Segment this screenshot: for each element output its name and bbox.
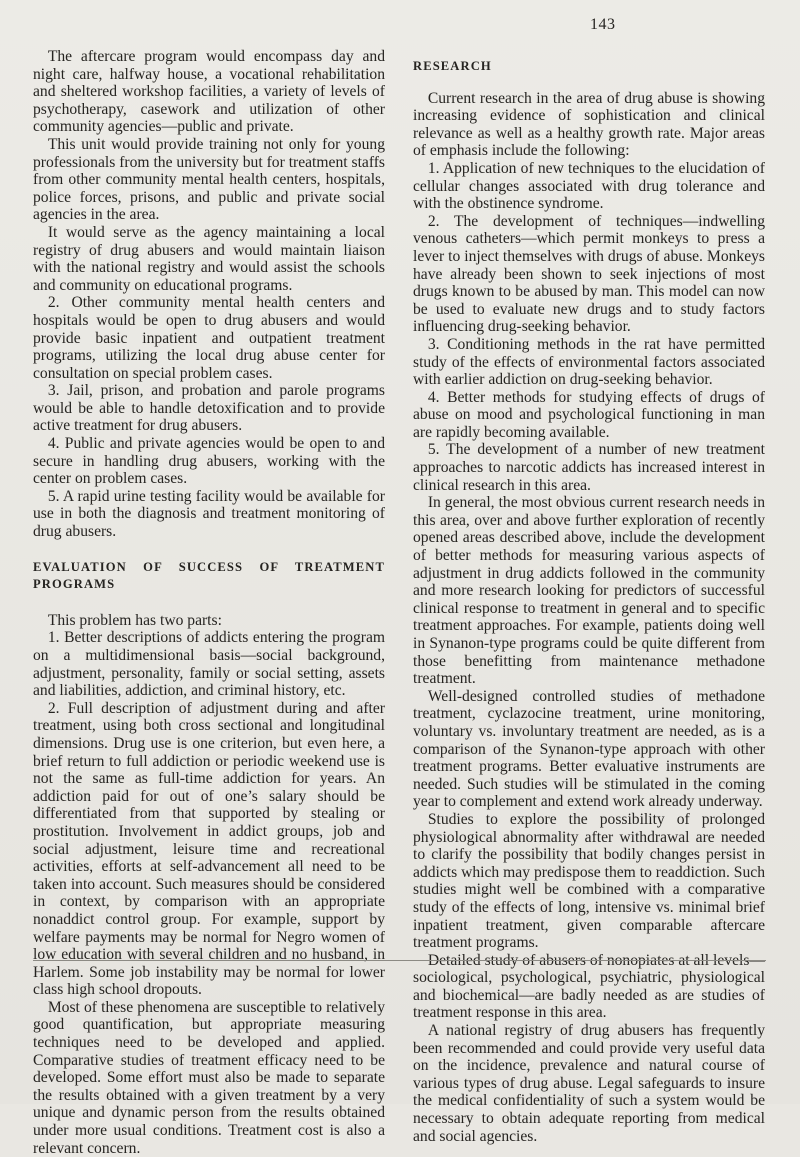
paragraph: 4. Public and private agencies would be open to and secure in handling drug abusers, working with the center on problem cases. <box>33 435 385 488</box>
paragraph: In general, the most obvious current research needs in this area, over and above further exploration of recently opened areas described above, include the development of better methods for measuring various aspects of adjustment in drug addicts followed in the community and more research looking for predictors of successful clinical response to treatment in general and to specific treatment approaches. For example, patients doing well in Synanon-type programs could be quite different from those benefitting from maintenance methadone treatment. <box>413 494 765 688</box>
paragraph: 2. Full description of adjustment during and after treatment, using both cross sectional and longitudinal dimensions. Drug use is one criterion, but even here, a brief return to full addiction or periodic weekend use is not the same as full-time addiction for years. An addiction paid for out of one’s salary should be differentiated from that supported by stealing or prostitution. Involvement in addict groups, job and social adjustment, leisure time and recreational activities, efforts at self-advancement all need to be taken into account. Such measures should be considered in context, by comparison with an appropriate nonaddict control group. For example, support by welfare payments may be normal for Negro women of low education with several children and no husband, in Harlem. Some job instability may be normal for lower class high school dropouts. <box>33 699 385 999</box>
bottom-rule <box>33 960 766 961</box>
paragraph: 3. Conditioning methods in the rat have permitted study of the effects of environmental factors associated with earlier addiction on drug-seeking behavior. <box>413 335 765 389</box>
page-number: 143 <box>590 16 616 33</box>
paragraph: 5. The development of a number of new treatment approaches to narcotic addicts has increased interest in clinical research in this area. <box>413 441 765 494</box>
paragraph: This problem has two parts: <box>47 611 222 629</box>
paragraph: It would serve as the agency maintaining a local registry of drug abusers and would maintain liaison with the national registry and would assist the schools and community on educational programs. <box>33 223 385 294</box>
paragraph: 3. Jail, prison, and probation and parole programs would be able to handle detoxification and to provide active treatment for drug abusers. <box>33 382 385 435</box>
section-heading-research: RESEARCH <box>413 59 492 73</box>
paragraph: 4. Better methods for studying effects of drugs of abuse on mood and psychological functioning in man are rapidly becoming available. <box>413 388 765 441</box>
paragraph: Most of these phenomena are susceptible to relatively good quantification, but appropriate measuring techniques need to be developed and applied. Comparative studies of treatment efficacy need to be developed. Some effort must also be made to separate the results obtained with a given treatment by a very unique and dynamic person from the results obtained under more usual conditions. Treatment cost is also a relevant concern. <box>33 998 385 1157</box>
paragraph: The aftercare program would encompass day and night care, halfway house, a vocational rehabilitation and sheltered workshop facilities, a variety of levels of psychotherapy, casework and utilization of other community agencies—public and private. <box>33 48 385 136</box>
right-column <box>413 48 765 1145</box>
paragraph: 1. Application of new techniques to the elucidation of cellular changes associated with drug tolerance and with the obstinence syndrome. <box>413 159 765 213</box>
paragraph: 5. A rapid urine testing facility would be available for use in both the diagnosis and treatment monitoring of drug abusers. <box>33 487 385 541</box>
paragraph: Studies to explore the possibility of prolonged physiological abnormality after withdrawal are needed to clarify the possibility that bodily changes persist in addicts which may predispose them to readdiction. Such studies might well be combined with a comparative study of the effects of long, intensive vs. minimal brief inpatient treatment, given comparable aftercare treatment programs. <box>413 810 765 952</box>
paragraph: 2. The development of techniques—indwelling venous catheters—which permit monkeys to press a lever to inject themselves with drugs of abuse. Monkeys have already been shown to seek injections of most drugs known to be abused by man. This model can now be used to evaluate new drugs and to study factors influencing drug-seeking behavior. <box>413 212 765 336</box>
paragraph: This unit would provide training not only for young professionals from the university but for treatment staffs from other community mental health centers, hospitals, police forces, prisons, and public and private social agencies in the area. <box>33 135 385 224</box>
paragraph: 1. Better descriptions of addicts entering the program on a multidimensional basis—social background, adjustment, personality, family or social setting, assets and liabilities, addiction, and criminal history, etc. <box>33 629 385 700</box>
paragraph: 2. Other community mental health centers and hospitals would be open to drug abusers and would provide basic inpatient and outpatient treatment programs, utilizing the local drug abuse center for consultation on special problem cases. <box>33 294 385 382</box>
left-column <box>33 48 385 1157</box>
paragraph: A national registry of drug abusers has frequently been recommended and could provide very useful data on the incidence, prevalence and natural course of various types of drug abuse. Legal safeguards to insure the medical confidentiality of such a system would be necessary to obtain adequate reporting from medical and social agencies. <box>413 1022 765 1145</box>
section-heading-evaluation: EVALUATION OF SUCCESS OF TREATMENT PROGRAMS <box>33 559 385 592</box>
paragraph: Detailed study of abusers of nonopiates at all levels—sociological, psychological, psychiatric, physiological and biochemical—are badly needed as are studies of treatment response in this area. <box>413 951 765 1022</box>
paragraph: Current research in the area of drug abuse is showing increasing evidence of sophistication and clinical relevance as well as a healthy growth rate. Major areas of emphasis include the following: <box>413 89 765 160</box>
paragraph: Well-designed controlled studies of methadone treatment, cyclazocine treatment, urine monitoring, voluntary vs. involuntary treatment are needed, as is a comparison of the Synanon-type approach with other treatment programs. Better evaluative instruments are needed. Such studies will be stimulated in the coming year to complement and extend work already underway. <box>413 687 765 811</box>
